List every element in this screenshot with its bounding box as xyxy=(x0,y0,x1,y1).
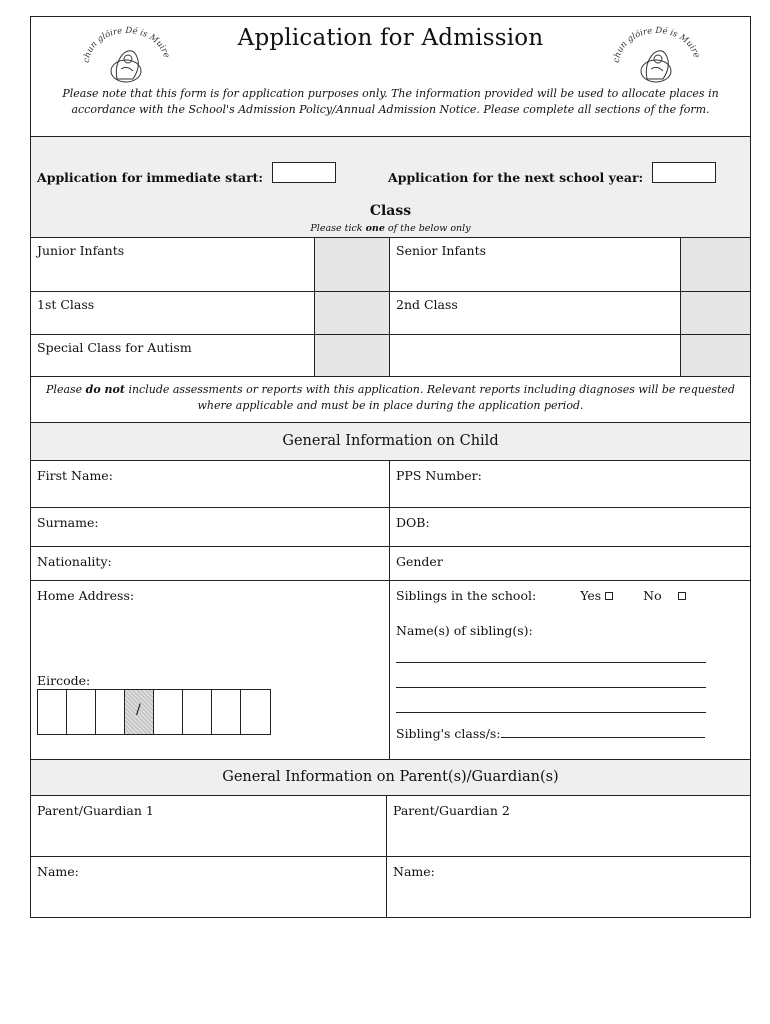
parent1-name-field[interactable] xyxy=(31,857,387,917)
siblings-no-checkbox[interactable] xyxy=(678,592,686,600)
parent-info-heading: General Information on Parent(s)/Guardian(s) xyxy=(31,760,750,796)
child-info-heading: General Information on Child xyxy=(31,423,750,461)
info-row xyxy=(31,547,750,581)
class-note-pre: Please tick xyxy=(310,223,366,234)
siblings-row xyxy=(396,588,744,603)
class-note-bold: one xyxy=(365,223,385,234)
eircode-box[interactable] xyxy=(183,690,212,734)
reports-note-post: include assessments or reports with this application. Relevant reports including diagnoses will be requested where applicable and must be in place during the application period. xyxy=(124,383,735,412)
reports-note xyxy=(31,377,750,423)
parent2-label: Parent/Guardian 2 xyxy=(393,803,510,818)
class-instruction xyxy=(31,223,750,234)
intro-note: Please note that this form is for application purposes only. The information provided will be used to allocate places in accordance with the School's Admission Policy/Annual Admission Notice. Please complete all sections of the form. xyxy=(62,87,719,116)
immediate-start-box[interactable] xyxy=(272,162,336,183)
class-option-label: Junior Infants xyxy=(31,238,315,291)
info-row xyxy=(31,461,750,508)
school-logo-right xyxy=(611,23,701,89)
application-form xyxy=(30,16,751,918)
class-row xyxy=(31,335,750,377)
surname-field[interactable] xyxy=(31,508,390,546)
application-type-section xyxy=(31,137,750,238)
reports-note-pre: Please xyxy=(46,383,86,396)
class-tick-special-class[interactable] xyxy=(315,335,390,376)
parent1-field[interactable] xyxy=(31,796,387,856)
logo-motto-left: chun glóire Dé is Muire xyxy=(81,25,171,64)
eircode-box[interactable] xyxy=(154,690,183,734)
sibling-class-label: Sibling's class/s: xyxy=(396,726,501,741)
eircode-box[interactable] xyxy=(241,690,270,734)
dob-field[interactable] xyxy=(390,508,750,546)
sibling-class-row[interactable] xyxy=(396,726,712,741)
class-option-label: Senior Infants xyxy=(390,238,681,291)
eircode-label: Eircode: xyxy=(37,673,91,688)
logo-motto-right: chun glóire Dé is Muire xyxy=(611,25,701,64)
parent-row xyxy=(31,796,750,857)
class-tick-2nd-class[interactable] xyxy=(681,292,750,334)
nationality-label: Nationality: xyxy=(37,554,112,569)
class-option-label: 1st Class xyxy=(31,292,315,334)
eircode-box[interactable] xyxy=(212,690,241,734)
class-option-label: 2nd Class xyxy=(390,292,681,334)
parent1-label: Parent/Guardian 1 xyxy=(37,803,154,818)
sibling-name-line[interactable] xyxy=(396,712,706,713)
first-name-label: First Name: xyxy=(37,468,113,483)
parent2-name-field[interactable] xyxy=(387,857,750,917)
form-title: Application for Admission xyxy=(237,25,544,51)
class-row xyxy=(31,292,750,335)
eircode-separator-glyph: / xyxy=(136,702,141,718)
eircode-box[interactable] xyxy=(96,690,125,734)
class-tick-senior-infants[interactable] xyxy=(681,238,750,291)
eircode-box[interactable] xyxy=(67,690,96,734)
parent-row xyxy=(31,857,750,917)
eircode-separator xyxy=(125,690,154,734)
svg-text:chun glóire Dé is Muire xyxy=(612,25,701,63)
class-empty-cell xyxy=(390,335,681,376)
info-row xyxy=(31,581,750,760)
sibling-names-label: Name(s) of sibling(s): xyxy=(396,623,533,638)
first-name-field[interactable] xyxy=(31,461,390,507)
siblings-field xyxy=(390,581,750,759)
parent1-name-label: Name: xyxy=(37,864,79,879)
class-heading: Class xyxy=(369,203,412,219)
gender-field[interactable] xyxy=(390,547,750,580)
class-note-post: of the below only xyxy=(384,223,471,234)
home-address-label: Home Address: xyxy=(37,588,135,603)
class-tick-1st-class[interactable] xyxy=(315,292,390,334)
sibling-name-line[interactable] xyxy=(396,687,706,688)
surname-label: Surname: xyxy=(37,515,99,530)
sibling-class-line[interactable] xyxy=(501,726,705,738)
gender-label: Gender xyxy=(396,554,443,569)
parent2-field[interactable] xyxy=(387,796,750,856)
class-row xyxy=(31,238,750,292)
pps-number-field[interactable] xyxy=(390,461,750,507)
siblings-label: Siblings in the school: xyxy=(396,588,537,603)
form-header xyxy=(31,17,750,137)
siblings-yes-checkbox[interactable] xyxy=(605,592,613,600)
immediate-start-label: Application for immediate start: xyxy=(37,170,264,185)
siblings-yes-label: Yes xyxy=(580,588,602,603)
siblings-no-label: No xyxy=(643,588,662,603)
nationality-field[interactable] xyxy=(31,547,390,580)
class-tick-junior-infants[interactable] xyxy=(315,238,390,291)
dob-label: DOB: xyxy=(396,515,430,530)
class-option-label: Special Class for Autism xyxy=(31,335,315,376)
info-row xyxy=(31,508,750,547)
pps-number-label: PPS Number: xyxy=(396,468,482,483)
home-address-field[interactable] xyxy=(31,581,390,759)
class-tick-empty xyxy=(681,335,750,376)
next-year-label: Application for the next school year: xyxy=(388,170,644,185)
eircode-grid[interactable] xyxy=(37,689,271,735)
sibling-name-line[interactable] xyxy=(396,662,706,663)
reports-note-bold: do not xyxy=(85,383,125,396)
next-year-box[interactable] xyxy=(652,162,716,183)
parent2-name-label: Name: xyxy=(393,864,435,879)
eircode-box[interactable] xyxy=(38,690,67,734)
